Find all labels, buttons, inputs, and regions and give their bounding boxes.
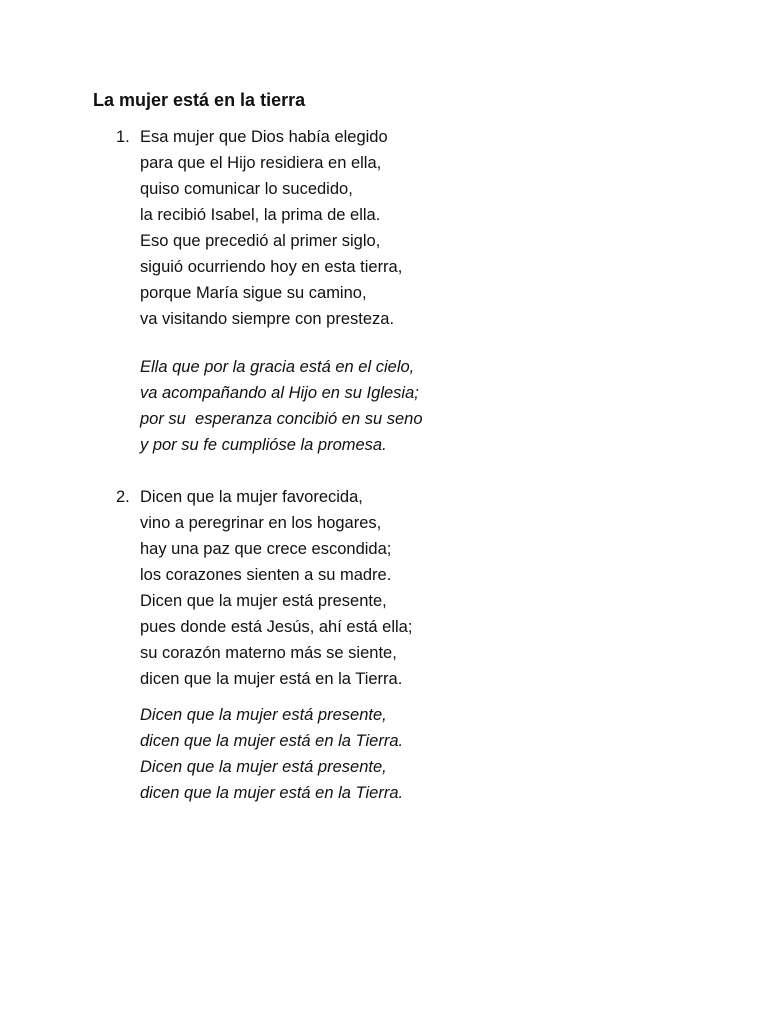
refrain-line: por su esperanza concibió en su seno [140,410,423,428]
verse-line: su corazón materno más se siente, [140,644,397,662]
refrain-line: Ella que por la gracia está en el cielo, [140,358,415,376]
verse-line: para que el Hijo residiera en ella, [140,154,382,172]
refrain-line: dicen que la mujer está en la Tierra. [140,784,404,802]
verse-line: pues donde está Jesús, ahí está ella; [140,618,413,636]
verse-line: dicen que la mujer está en la Tierra. [140,670,403,688]
verse-number: 1. [116,128,130,146]
verse-line: Eso que precedió al primer siglo, [140,232,381,250]
refrain-line: Dicen que la mujer está presente, [140,758,387,776]
verse-line: vino a peregrinar en los hogares, [140,514,382,532]
verse-line: Dicen que la mujer favorecida, [140,488,363,506]
verse-line: Dicen que la mujer está presente, [140,592,387,610]
refrain-line: dicen que la mujer está en la Tierra. [140,732,404,750]
verse-line: va visitando siempre con presteza. [140,310,395,328]
verse-line: hay una paz que crece escondida; [140,540,392,558]
verse-number: 2. [116,488,130,506]
verse-line: porque María sigue su camino, [140,284,367,302]
verse-lines [140,124,402,332]
verse-line: los corazones sienten a su madre. [140,566,392,584]
verse-line: quiso comunicar lo sucedido, [140,180,353,198]
song-title: La mujer está en la tierra [93,90,306,110]
refrain-lines [140,702,403,806]
refrain-line: y por su fe cumplióse la promesa. [140,436,387,454]
refrain-lines [140,354,423,458]
verse-line: Esa mujer que Dios había elegido [140,128,388,146]
verse-line: siguió ocurriendo hoy en esta tierra, [140,258,403,276]
refrain-line: Dicen que la mujer está presente, [140,706,387,724]
verse-line: la recibió Isabel, la prima de ella. [140,206,381,224]
refrain-line: va acompañando al Hijo en su Iglesia; [140,384,419,402]
verse-lines [140,484,412,692]
